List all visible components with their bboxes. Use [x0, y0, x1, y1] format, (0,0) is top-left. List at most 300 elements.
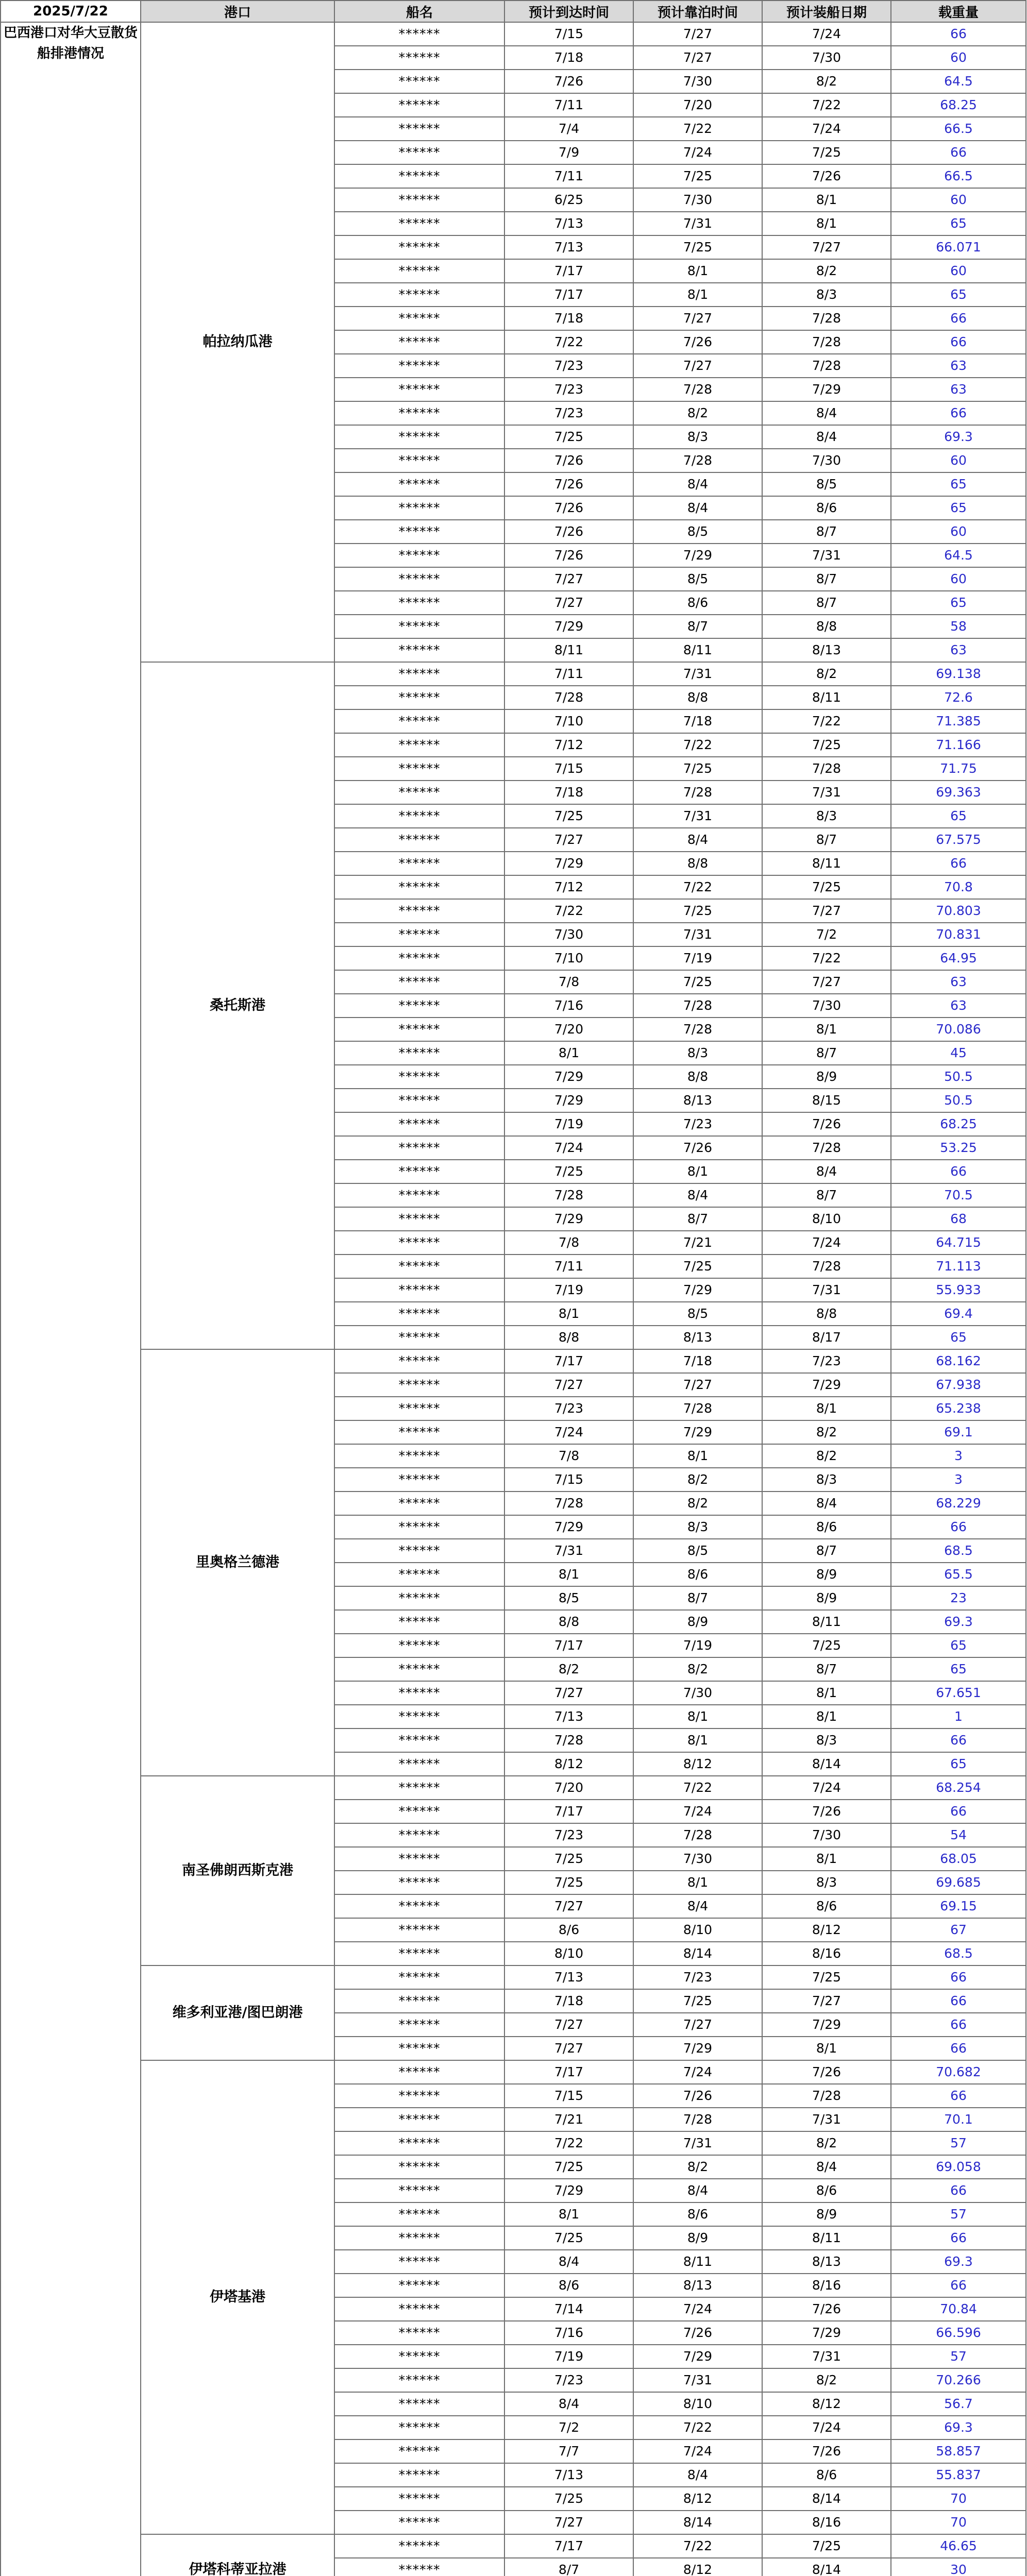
ship-name: ****** — [334, 1492, 504, 1515]
loading-date: 7/25 — [762, 2534, 891, 2558]
ship-name: ****** — [334, 1349, 504, 1373]
berth-date: 8/7 — [633, 1586, 762, 1610]
ship-name: ****** — [334, 662, 504, 686]
arrival-date: 7/28 — [504, 686, 633, 709]
ship-name: ****** — [334, 781, 504, 804]
ship-name: ****** — [334, 615, 504, 638]
berth-date: 7/29 — [633, 544, 762, 567]
loading-date: 7/2 — [762, 923, 891, 946]
ship-name: ****** — [334, 93, 504, 117]
loading-date: 8/14 — [762, 2558, 891, 2576]
tonnage: 66 — [891, 2226, 1026, 2250]
loading-date: 8/7 — [762, 1041, 891, 1065]
arrival-date: 7/11 — [504, 662, 633, 686]
ship-name: ****** — [334, 1136, 504, 1160]
loading-date: 7/27 — [762, 1989, 891, 2013]
arrival-date: 7/30 — [504, 923, 633, 946]
ship-name: ****** — [334, 2226, 504, 2250]
loading-date: 8/2 — [762, 259, 891, 283]
arrival-date: 7/22 — [504, 330, 633, 354]
arrival-date: 7/29 — [504, 615, 633, 638]
berth-date: 7/28 — [633, 994, 762, 1018]
tonnage: 63 — [891, 970, 1026, 994]
ship-name: ****** — [334, 544, 504, 567]
arrival-date: 7/2 — [504, 2416, 633, 2439]
tonnage: 65 — [891, 1657, 1026, 1681]
ship-name: ****** — [334, 2297, 504, 2321]
arrival-date: 7/27 — [504, 1373, 633, 1397]
tonnage: 65.238 — [891, 1397, 1026, 1420]
ship-name: ****** — [334, 686, 504, 709]
tonnage: 68.5 — [891, 1942, 1026, 1965]
arrival-date: 7/11 — [504, 164, 633, 188]
ship-name: ****** — [334, 2250, 504, 2274]
tonnage: 71.385 — [891, 709, 1026, 733]
loading-date: 8/9 — [762, 2202, 891, 2226]
berth-date: 7/30 — [633, 188, 762, 212]
report-date: 2025/7/22 — [1, 1, 141, 22]
berth-date: 8/4 — [633, 1183, 762, 1207]
tonnage: 70.803 — [891, 899, 1026, 923]
berth-date: 7/22 — [633, 2534, 762, 2558]
arrival-date: 7/18 — [504, 781, 633, 804]
loading-date: 7/26 — [762, 2060, 891, 2084]
ship-name: ****** — [334, 1847, 504, 1871]
arrival-date: 7/25 — [504, 1160, 633, 1183]
arrival-date: 7/23 — [504, 401, 633, 425]
ship-name: ****** — [334, 852, 504, 875]
loading-date: 8/4 — [762, 2155, 891, 2179]
tonnage: 64.5 — [891, 544, 1026, 567]
tonnage: 66 — [891, 2013, 1026, 2037]
berth-date: 7/18 — [633, 709, 762, 733]
tonnage: 58.857 — [891, 2439, 1026, 2463]
loading-date: 7/25 — [762, 1634, 891, 1657]
tonnage: 66.071 — [891, 235, 1026, 259]
tonnage: 66 — [891, 1800, 1026, 1823]
tonnage: 72.6 — [891, 686, 1026, 709]
tonnage: 70.1 — [891, 2108, 1026, 2131]
berth-date: 7/24 — [633, 2439, 762, 2463]
ship-name: ****** — [334, 2392, 504, 2416]
ship-name: ****** — [334, 1112, 504, 1136]
arrival-date: 7/17 — [504, 259, 633, 283]
berth-date: 7/24 — [633, 2297, 762, 2321]
arrival-date: 7/17 — [504, 283, 633, 307]
loading-date: 7/24 — [762, 1776, 891, 1800]
tonnage: 65 — [891, 591, 1026, 615]
port-name: 维多利亚港/图巴朗港 — [141, 1965, 334, 2060]
tonnage: 1 — [891, 1705, 1026, 1728]
loading-date: 7/26 — [762, 1112, 891, 1136]
loading-date: 7/29 — [762, 2321, 891, 2345]
ship-name: ****** — [334, 2108, 504, 2131]
ship-name: ****** — [334, 2463, 504, 2487]
arrival-date: 7/29 — [504, 1089, 633, 1112]
loading-date: 8/16 — [762, 1942, 891, 1965]
ship-name: ****** — [334, 1942, 504, 1965]
arrival-date: 7/29 — [504, 1207, 633, 1231]
loading-date: 7/29 — [762, 1373, 891, 1397]
ship-name: ****** — [334, 2013, 504, 2037]
tonnage: 66.5 — [891, 117, 1026, 141]
berth-date: 7/25 — [633, 757, 762, 781]
berth-date: 7/29 — [633, 1420, 762, 1444]
loading-date: 8/13 — [762, 2250, 891, 2274]
ship-name: ****** — [334, 1752, 504, 1776]
loading-date: 8/4 — [762, 401, 891, 425]
ship-name: ****** — [334, 1231, 504, 1255]
loading-date: 8/9 — [762, 1586, 891, 1610]
ship-name: ****** — [334, 804, 504, 828]
tonnage: 68 — [891, 1207, 1026, 1231]
loading-date: 7/23 — [762, 1349, 891, 1373]
tonnage: 64.5 — [891, 70, 1026, 93]
port-name: 伊塔科蒂亚拉港 — [141, 2534, 334, 2576]
berth-date: 8/4 — [633, 2179, 762, 2202]
berth-date: 7/26 — [633, 2084, 762, 2108]
arrival-date: 7/27 — [504, 591, 633, 615]
tonnage: 63 — [891, 354, 1026, 378]
berth-date: 8/9 — [633, 1610, 762, 1634]
berth-date: 8/11 — [633, 638, 762, 662]
arrival-date: 7/15 — [504, 22, 633, 46]
tonnage: 66 — [891, 1989, 1026, 2013]
ship-name: ****** — [334, 2321, 504, 2345]
arrival-date: 7/26 — [504, 520, 633, 544]
berth-date: 8/4 — [633, 1894, 762, 1918]
loading-date: 8/1 — [762, 1681, 891, 1705]
tonnage: 69.058 — [891, 2155, 1026, 2179]
berth-date: 8/4 — [633, 828, 762, 852]
tonnage: 71.113 — [891, 1255, 1026, 1278]
arrival-date: 7/4 — [504, 117, 633, 141]
berth-date: 8/1 — [633, 1444, 762, 1468]
berth-date: 8/1 — [633, 1160, 762, 1183]
berth-date: 7/22 — [633, 733, 762, 757]
berth-date: 7/28 — [633, 378, 762, 401]
tonnage: 69.138 — [891, 662, 1026, 686]
arrival-date: 6/25 — [504, 188, 633, 212]
ship-name: ****** — [334, 591, 504, 615]
tonnage: 71.75 — [891, 757, 1026, 781]
tonnage: 63 — [891, 378, 1026, 401]
tonnage: 68.05 — [891, 1847, 1026, 1871]
berth-date: 8/9 — [633, 2226, 762, 2250]
arrival-date: 7/19 — [504, 1278, 633, 1302]
arrival-date: 7/27 — [504, 1681, 633, 1705]
loading-date: 8/12 — [762, 1918, 891, 1942]
ship-name: ****** — [334, 2179, 504, 2202]
arrival-date: 7/29 — [504, 1065, 633, 1089]
berth-date: 7/27 — [633, 22, 762, 46]
ship-name: ****** — [334, 401, 504, 425]
loading-date: 7/25 — [762, 1965, 891, 1989]
ship-name: ****** — [334, 2155, 504, 2179]
berth-date: 8/8 — [633, 686, 762, 709]
loading-date: 8/4 — [762, 1160, 891, 1183]
ship-name: ****** — [334, 1278, 504, 1302]
table-row — [1, 1349, 1026, 1373]
berth-date: 8/3 — [633, 1041, 762, 1065]
berth-date: 7/22 — [633, 875, 762, 899]
arrival-date: 8/8 — [504, 1326, 633, 1349]
arrival-date: 7/19 — [504, 2345, 633, 2368]
loading-date: 8/9 — [762, 1065, 891, 1089]
loading-date: 8/6 — [762, 2463, 891, 2487]
arrival-date: 7/25 — [504, 1871, 633, 1894]
loading-date: 8/7 — [762, 1183, 891, 1207]
arrival-date: 7/16 — [504, 2321, 633, 2345]
header-row — [1, 1, 1026, 22]
ship-name: ****** — [334, 2487, 504, 2511]
tonnage: 30 — [891, 2558, 1026, 2576]
tonnage: 57 — [891, 2131, 1026, 2155]
loading-date: 8/7 — [762, 567, 891, 591]
tonnage: 3 — [891, 1468, 1026, 1492]
ship-name: ****** — [334, 1610, 504, 1634]
loading-date: 7/25 — [762, 733, 891, 757]
berth-date: 7/29 — [633, 1278, 762, 1302]
loading-date: 8/1 — [762, 212, 891, 235]
tonnage: 66 — [891, 1160, 1026, 1183]
arrival-date: 8/2 — [504, 1657, 633, 1681]
arrival-date: 8/11 — [504, 638, 633, 662]
tonnage: 60 — [891, 46, 1026, 70]
arrival-date: 7/8 — [504, 970, 633, 994]
berth-date: 7/28 — [633, 2108, 762, 2131]
berth-date: 8/11 — [633, 2250, 762, 2274]
tonnage: 66 — [891, 1728, 1026, 1752]
report-title: 巴西港口对华大豆散货船排港情况 — [1, 22, 141, 2576]
arrival-date: 7/16 — [504, 994, 633, 1018]
loading-date: 8/8 — [762, 1302, 891, 1326]
col-header-arrival: 预计到达时间 — [504, 1, 633, 22]
berth-date: 7/28 — [633, 449, 762, 472]
berth-date: 7/28 — [633, 1397, 762, 1420]
tonnage: 55.933 — [891, 1278, 1026, 1302]
berth-date: 7/31 — [633, 662, 762, 686]
ship-name: ****** — [334, 212, 504, 235]
table-row — [1, 1776, 1026, 1800]
loading-date: 8/9 — [762, 1563, 891, 1586]
ship-name: ****** — [334, 923, 504, 946]
arrival-date: 7/17 — [504, 2534, 633, 2558]
ship-name: ****** — [334, 259, 504, 283]
berth-date: 7/27 — [633, 1373, 762, 1397]
arrival-date: 7/26 — [504, 449, 633, 472]
arrival-date: 7/17 — [504, 1634, 633, 1657]
loading-date: 8/11 — [762, 852, 891, 875]
loading-date: 7/22 — [762, 946, 891, 970]
ship-name: ****** — [334, 1326, 504, 1349]
loading-date: 7/24 — [762, 117, 891, 141]
loading-date: 7/25 — [762, 141, 891, 164]
tonnage: 66 — [891, 22, 1026, 46]
arrival-date: 7/7 — [504, 2439, 633, 2463]
table-row — [1, 1965, 1026, 1989]
berth-date: 7/24 — [633, 141, 762, 164]
ship-name: ****** — [334, 994, 504, 1018]
tonnage: 57 — [891, 2345, 1026, 2368]
tonnage: 65 — [891, 1752, 1026, 1776]
tonnage: 66 — [891, 2179, 1026, 2202]
tonnage: 57 — [891, 2202, 1026, 2226]
tonnage: 45 — [891, 1041, 1026, 1065]
arrival-date: 8/4 — [504, 2250, 633, 2274]
arrival-date: 7/20 — [504, 1776, 633, 1800]
ship-name: ****** — [334, 235, 504, 259]
berth-date: 8/4 — [633, 472, 762, 496]
berth-date: 7/31 — [633, 2368, 762, 2392]
ship-name: ****** — [334, 307, 504, 330]
loading-date: 8/3 — [762, 283, 891, 307]
arrival-date: 7/25 — [504, 425, 633, 449]
arrival-date: 7/24 — [504, 1136, 633, 1160]
ship-name: ****** — [334, 733, 504, 757]
arrival-date: 7/31 — [504, 1539, 633, 1563]
tonnage: 65 — [891, 1326, 1026, 1349]
loading-date: 8/3 — [762, 1468, 891, 1492]
tonnage: 70.831 — [891, 923, 1026, 946]
ship-name: ****** — [334, 1634, 504, 1657]
tonnage: 66 — [891, 307, 1026, 330]
col-header-tonnage: 载重量 — [891, 1, 1026, 22]
tonnage: 46.65 — [891, 2534, 1026, 2558]
tonnage: 68.254 — [891, 1776, 1026, 1800]
berth-date: 7/21 — [633, 1231, 762, 1255]
tonnage: 56.7 — [891, 2392, 1026, 2416]
arrival-date: 7/27 — [504, 1894, 633, 1918]
ship-name: ****** — [334, 1894, 504, 1918]
tonnage: 60 — [891, 449, 1026, 472]
tonnage: 58 — [891, 615, 1026, 638]
arrival-date: 8/5 — [504, 1586, 633, 1610]
arrival-date: 7/25 — [504, 1847, 633, 1871]
port-name: 里奥格兰德港 — [141, 1349, 334, 1776]
ship-name: ****** — [334, 2202, 504, 2226]
port-name: 帕拉纳瓜港 — [141, 22, 334, 662]
tonnage: 69.4 — [891, 1302, 1026, 1326]
loading-date: 7/28 — [762, 1255, 891, 1278]
berth-date: 8/10 — [633, 1918, 762, 1942]
ship-name: ****** — [334, 1255, 504, 1278]
ship-name: ****** — [334, 70, 504, 93]
tonnage: 54 — [891, 1823, 1026, 1847]
arrival-date: 8/8 — [504, 1610, 633, 1634]
berth-date: 8/5 — [633, 1539, 762, 1563]
berth-date: 8/1 — [633, 259, 762, 283]
tonnage: 70.8 — [891, 875, 1026, 899]
ship-name: ****** — [334, 2084, 504, 2108]
tonnage: 66 — [891, 852, 1026, 875]
loading-date: 7/22 — [762, 93, 891, 117]
loading-date: 7/27 — [762, 899, 891, 923]
berth-date: 8/7 — [633, 1207, 762, 1231]
port-name: 伊塔基港 — [141, 2060, 334, 2534]
berth-date: 7/19 — [633, 1634, 762, 1657]
side-title-row — [1, 22, 1026, 46]
arrival-date: 8/4 — [504, 2392, 633, 2416]
tonnage: 66 — [891, 141, 1026, 164]
arrival-date: 7/23 — [504, 354, 633, 378]
loading-date: 8/12 — [762, 2392, 891, 2416]
arrival-date: 7/8 — [504, 1444, 633, 1468]
tonnage: 65 — [891, 472, 1026, 496]
ship-name: ****** — [334, 1681, 504, 1705]
arrival-date: 7/11 — [504, 1255, 633, 1278]
ship-name: ****** — [334, 1468, 504, 1492]
tonnage: 23 — [891, 1586, 1026, 1610]
tonnage: 63 — [891, 638, 1026, 662]
ship-name: ****** — [334, 757, 504, 781]
ship-name: ****** — [334, 2511, 504, 2534]
arrival-date: 7/26 — [504, 70, 633, 93]
berth-date: 8/5 — [633, 567, 762, 591]
arrival-date: 7/23 — [504, 2368, 633, 2392]
loading-date: 8/7 — [762, 1657, 891, 1681]
tonnage: 53.25 — [891, 1136, 1026, 1160]
loading-date: 8/10 — [762, 1207, 891, 1231]
arrival-date: 7/15 — [504, 757, 633, 781]
berth-date: 7/27 — [633, 354, 762, 378]
port-name: 南圣佛朗西斯克港 — [141, 1776, 334, 1965]
berth-date: 7/20 — [633, 93, 762, 117]
ship-name: ****** — [334, 354, 504, 378]
ship-name: ****** — [334, 330, 504, 354]
ship-name: ****** — [334, 1918, 504, 1942]
loading-date: 7/24 — [762, 1231, 891, 1255]
berth-date: 7/23 — [633, 1965, 762, 1989]
tonnage: 3 — [891, 1444, 1026, 1468]
tonnage: 60 — [891, 259, 1026, 283]
ship-name: ****** — [334, 378, 504, 401]
berth-date: 8/14 — [633, 1942, 762, 1965]
schedule-body — [1, 22, 1026, 2576]
arrival-date: 8/10 — [504, 1942, 633, 1965]
ship-name: ****** — [334, 2345, 504, 2368]
loading-date: 8/2 — [762, 2131, 891, 2155]
loading-date: 7/24 — [762, 2416, 891, 2439]
arrival-date: 7/13 — [504, 212, 633, 235]
loading-date: 8/14 — [762, 2487, 891, 2511]
loading-date: 7/28 — [762, 2084, 891, 2108]
tonnage: 70.84 — [891, 2297, 1026, 2321]
berth-date: 8/1 — [633, 1705, 762, 1728]
tonnage: 71.166 — [891, 733, 1026, 757]
ship-name: ****** — [334, 1539, 504, 1563]
ship-name: ****** — [334, 1183, 504, 1207]
berth-date: 8/6 — [633, 1563, 762, 1586]
tonnage: 65.5 — [891, 1563, 1026, 1586]
tonnage: 67.651 — [891, 1681, 1026, 1705]
arrival-date: 7/26 — [504, 496, 633, 520]
arrival-date: 7/21 — [504, 2108, 633, 2131]
ship-name: ****** — [334, 828, 504, 852]
loading-date: 8/4 — [762, 425, 891, 449]
arrival-date: 7/27 — [504, 2511, 633, 2534]
arrival-date: 7/13 — [504, 235, 633, 259]
arrival-date: 8/1 — [504, 1041, 633, 1065]
loading-date: 8/6 — [762, 496, 891, 520]
loading-date: 7/28 — [762, 330, 891, 354]
tonnage: 66 — [891, 1965, 1026, 1989]
tonnage: 66 — [891, 2084, 1026, 2108]
ship-name: ****** — [334, 472, 504, 496]
tonnage: 70.086 — [891, 1018, 1026, 1041]
loading-date: 7/25 — [762, 875, 891, 899]
berth-date: 8/13 — [633, 1326, 762, 1349]
